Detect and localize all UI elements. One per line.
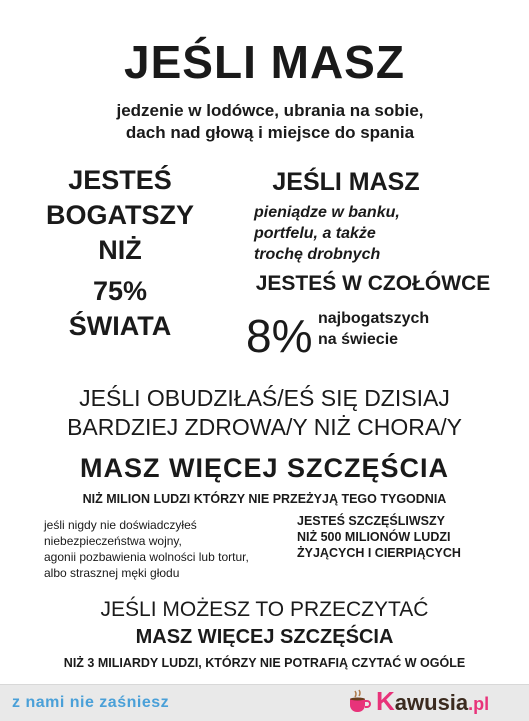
right-sub-line: trochę drobnych <box>254 246 381 263</box>
war-line: jeśli nigdy nie doświadczyłeś <box>44 518 197 532</box>
war-text <box>44 517 304 581</box>
happy-text <box>297 513 517 561</box>
read-lead: MASZ WIĘCEJ SZCZĘŚCIA <box>135 626 394 648</box>
coffee-cup-icon <box>346 688 372 714</box>
left-block <box>20 163 220 344</box>
happy-line: ŻYJĄCYCH I CIERPIĄCYCH <box>297 546 461 560</box>
left-percent: 75% <box>92 276 148 306</box>
intro-text <box>40 100 500 144</box>
wake-text <box>0 384 529 442</box>
read-note: NIŻ 3 MILIARDY LUDZI, KTÓRZY NIE POTRAFIĄ CZYTAĆ W OGÓLE <box>63 656 466 670</box>
left-line: NIŻ <box>98 235 142 265</box>
wake-line: JEŚLI OBUDZIŁAŚ/EŚ SIĘ DZISIAJ <box>79 385 450 411</box>
main-title: JEŚLI MASZ <box>124 36 405 88</box>
right-percent-note <box>318 308 429 350</box>
intro-line: jedzenie w lodówce, ubrania na sobie, <box>116 101 424 120</box>
wake-line: BARDZIEJ ZDROWA/Y NIŻ CHORA/Y <box>67 414 462 440</box>
right-lead: JESTEŚ W CZOŁÓWCE <box>255 272 491 295</box>
war-line: albo strasznej męki głodu <box>44 566 180 580</box>
brand-domain: .pl <box>468 694 490 714</box>
left-tail: ŚWIATA <box>68 311 172 341</box>
intro-line: dach nad głową i miejsce do spania <box>125 123 415 142</box>
right-sub-line: pieniądze w banku, <box>254 204 400 221</box>
war-line: agonii pozbawienia wolności lub tortur, <box>44 550 249 564</box>
right-note-line: na świecie <box>318 331 399 348</box>
brand-logo[interactable] <box>376 688 489 717</box>
brand-initial: K <box>376 686 395 716</box>
right-sub-line: portfelu, a także <box>254 225 376 242</box>
right-note-line: najbogatszych <box>318 310 430 327</box>
right-title: JEŚLI MASZ <box>272 168 420 196</box>
footer-slogan: z nami nie zaśniesz <box>12 694 170 711</box>
right-subtext <box>254 202 494 265</box>
read-line: JEŚLI MOŻESZ TO PRZECZYTAĆ <box>100 598 429 621</box>
left-line: BOGATSZY <box>46 200 194 230</box>
war-line: niebezpieczeństwa wojny, <box>44 534 182 548</box>
brand-name: awusia <box>394 690 469 715</box>
happy-line: NIŻ 500 MILIONÓW LUDZI <box>297 530 451 544</box>
wake-lead: MASZ WIĘCEJ SZCZĘŚCIA <box>79 453 450 483</box>
left-line: JESTEŚ <box>68 165 172 195</box>
happy-line: JESTEŚ SZCZĘŚLIWSZY <box>297 514 445 528</box>
right-percent: 8% <box>246 310 313 362</box>
wake-note: NIŻ MILION LUDZI KTÓRZY NIE PRZEŻYJĄ TEGO TYGODNIA <box>82 492 447 506</box>
